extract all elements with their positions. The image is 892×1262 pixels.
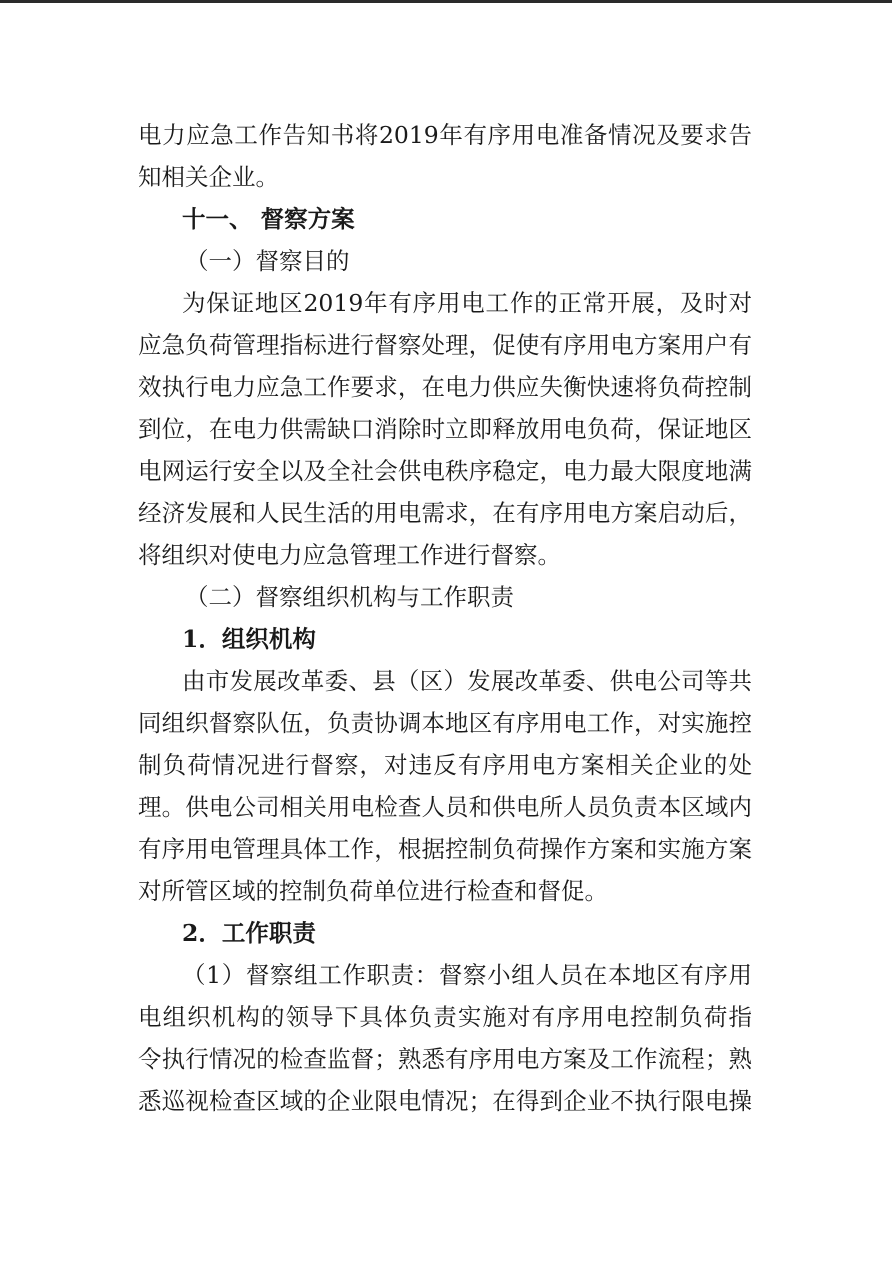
paragraph-line: 对所管区域的控制负荷单位进行检查和督促。 [138, 877, 608, 905]
paragraph-line: 电组织机构的领导下具体负责实施对有序用电控制负荷指 [138, 1003, 752, 1031]
numbered-heading: 1．组织机构 [182, 625, 316, 653]
paragraph-line: 为保证地区2019年有序用电工作的正常开展，及时对 [182, 289, 752, 317]
numbered-heading: 2．工作职责 [182, 919, 316, 947]
subsection-heading: （二）督察组织机构与工作职责 [185, 583, 514, 611]
section-heading: 十一、 督察方案 [182, 205, 355, 233]
paragraph-line: （1）督察组工作职责：督察小组人员在本地区有序用 [182, 961, 752, 989]
paragraph-line: 电力应急工作告知书将2019年有序用电准备情况及要求告 [138, 121, 752, 149]
paragraph-line: 经济发展和人民生活的用电需求，在有序用电方案启动后， [138, 499, 752, 527]
paragraph-line: 应急负荷管理指标进行督察处理，促使有序用电方案用户有 [138, 331, 752, 359]
paragraph-line: 理。供电公司相关用电检查人员和供电所人员负责本区域内 [138, 793, 752, 821]
paragraph-line: 知相关企业。 [138, 163, 279, 191]
paragraph-line: 电网运行安全以及全社会供电秩序稳定，电力最大限度地满 [138, 457, 752, 485]
page-top-edge [0, 0, 892, 3]
paragraph-line: 到位，在电力供需缺口消除时立即释放用电负荷，保证地区 [138, 415, 752, 443]
paragraph-line: 有序用电管理具体工作，根据控制负荷操作方案和实施方案 [138, 835, 752, 863]
document-page [138, 114, 752, 1122]
paragraph-line: 悉巡视检查区域的企业限电情况；在得到企业不执行限电操 [138, 1087, 752, 1115]
paragraph-line: 由市发展改革委、县（区）发展改革委、供电公司等共 [182, 667, 752, 695]
paragraph-line: 将组织对使电力应急管理工作进行督察。 [138, 541, 561, 569]
paragraph-line: 同组织督察队伍，负责协调本地区有序用电工作，对实施控 [138, 709, 752, 737]
paragraph-line: 制负荷情况进行督察，对违反有序用电方案相关企业的处 [138, 751, 752, 779]
paragraph-line: 令执行情况的检查监督；熟悉有序用电方案及工作流程；熟 [138, 1045, 752, 1073]
subsection-heading: （一）督察目的 [185, 247, 350, 275]
paragraph-line: 效执行电力应急工作要求，在电力供应失衡快速将负荷控制 [138, 373, 752, 401]
